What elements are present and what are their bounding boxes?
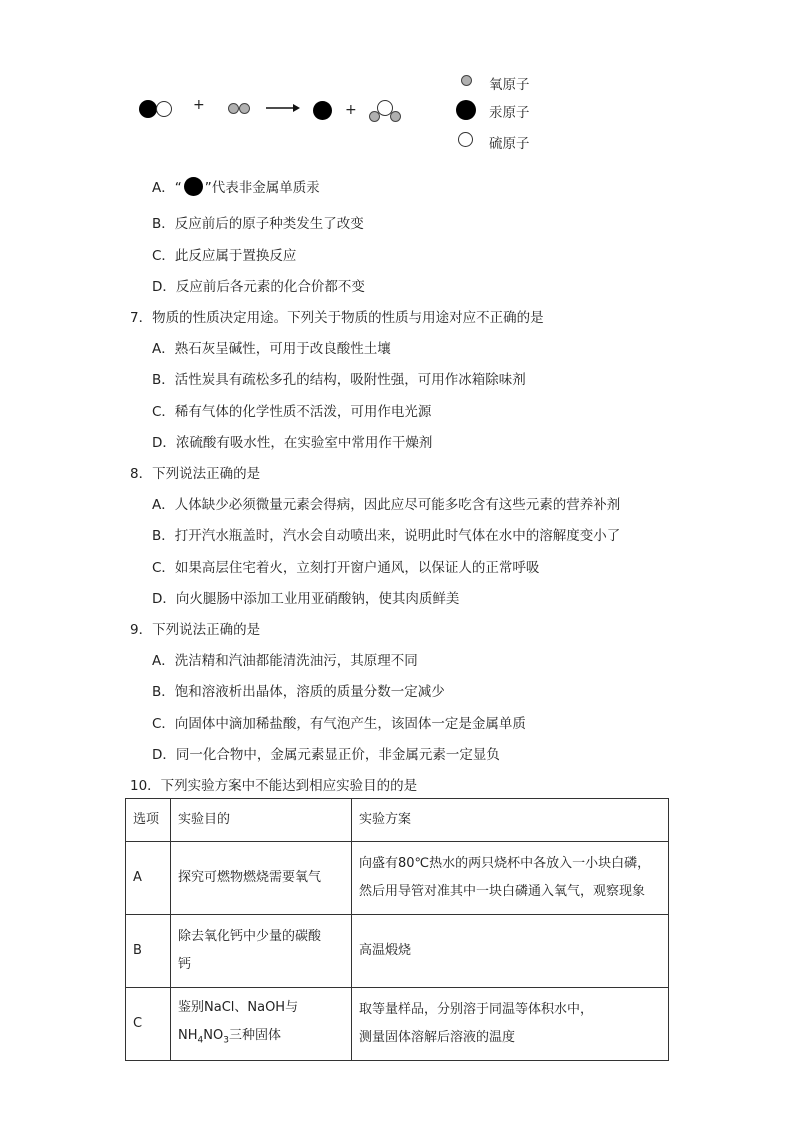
q8-option-b: B．打开汽水瓶盖时，汽水会自动喷出来，说明此时气体在水中的溶解度变小了 xyxy=(152,528,621,544)
q8-option-a: A．人体缺少必须微量元素会得病，因此应尽可能多吃含有这些元素的营养补剂 xyxy=(152,497,621,513)
q6-option-b: B．反应前后的原子种类发生了改变 xyxy=(152,216,364,232)
q6-option-c: C．此反应属于置换反应 xyxy=(152,248,297,264)
row-plan xyxy=(352,842,669,915)
q7-option-a: A．熟石灰呈碱性，可用于改良酸性土壤 xyxy=(152,341,391,357)
oxygen-atom xyxy=(390,111,401,122)
q7-stem: 7．物质的性质决定用途。下列关于物质的性质与用途对应不正确的是 xyxy=(130,310,544,326)
q9-option-d: D．同一化合物中，金属元素显正价，非金属元素一定显负 xyxy=(152,747,500,763)
q8-option-c: C．如果高层住宅着火，立刻打开窗户通风，以保证人的正常呼吸 xyxy=(152,560,540,576)
q8-stem: 8．下列说法正确的是 xyxy=(130,466,261,482)
header-purpose: 实验目的 xyxy=(171,799,352,842)
formula-part: NO xyxy=(203,1027,224,1043)
table-header-row xyxy=(126,799,669,842)
option-text: A．“ xyxy=(152,180,182,196)
row-purpose: 探究可燃物燃烧需要氧气 xyxy=(171,842,352,915)
table-row xyxy=(126,988,669,1061)
q9-option-c: C．向固体中滴加稀盐酸，有气泡产生，该固体一定是金属单质 xyxy=(152,716,526,732)
plan-line: 测量固体溶解后溶液的温度 xyxy=(359,1030,516,1045)
q7-option-d: D．浓硫酸有吸水性，在实验室中常用作干燥剂 xyxy=(152,435,433,451)
q10-stem: 10．下列实验方案中不能达到相应实验目的的是 xyxy=(130,778,418,794)
row-option: C xyxy=(126,988,171,1061)
purpose-line: 钙 xyxy=(178,957,192,972)
option-text: ”代表非金属单质汞 xyxy=(204,180,320,196)
row-plan xyxy=(352,988,669,1061)
experiment-table xyxy=(125,798,669,1061)
formula-part: 三种固体 xyxy=(228,1027,281,1043)
plan-line: 取等量样品，分别溶于同温等体积水中， xyxy=(359,1002,594,1017)
row-option: A xyxy=(126,842,171,915)
q8-option-d: D．向火腿肠中添加工业用亚硝酸钠，使其肉质鲜美 xyxy=(152,591,460,607)
oxygen-atom xyxy=(461,75,472,86)
q6-option-d: D．反应前后各元素的化合价都不变 xyxy=(152,279,365,295)
legend-mercury-label: 汞原子 xyxy=(489,105,530,121)
q6-option-a xyxy=(152,176,320,196)
reaction-arrow-icon xyxy=(266,102,300,114)
table-row xyxy=(126,842,669,915)
mercury-atom xyxy=(456,100,476,120)
q9-option-b: B．饱和溶液析出晶体，溶质的质量分数一定减少 xyxy=(152,684,445,700)
oxygen-atom xyxy=(369,111,380,122)
mercury-atom-inline-icon xyxy=(184,177,203,196)
plan-line: 然后用导管对准其中一块白磷通入氧气，观察现象 xyxy=(359,884,646,899)
row-purpose xyxy=(171,915,352,988)
oxygen-atom xyxy=(228,103,239,114)
header-option: 选项 xyxy=(126,799,171,842)
formula-subscript: 4 xyxy=(197,1035,204,1046)
formula-subscript: 3 xyxy=(223,1035,229,1046)
q7-option-c: C．稀有气体的化学性质不活泼，可用作电光源 xyxy=(152,404,432,420)
sulfur-atom xyxy=(156,101,172,117)
q9-stem: 9．下列说法正确的是 xyxy=(130,622,261,638)
plan-line: 向盛有80℃热水的两只烧杯中各放入一小块白磷， xyxy=(359,856,651,871)
q9-option-a: A．洗洁精和汽油都能清洗油污，其原理不同 xyxy=(152,653,418,669)
row-plan: 高温煅烧 xyxy=(352,915,669,988)
mercury-atom xyxy=(139,100,157,118)
plus-sign: + xyxy=(345,102,357,118)
legend-oxygen-label: 氧原子 xyxy=(489,77,530,93)
mercury-atom xyxy=(313,101,332,120)
header-plan: 实验方案 xyxy=(352,799,669,842)
oxygen-atom xyxy=(239,103,250,114)
formula-part: NH xyxy=(178,1027,198,1043)
row-purpose xyxy=(171,988,352,1061)
plus-sign: + xyxy=(193,97,205,113)
purpose-line: 鉴别NaCl、NaOH与 xyxy=(178,999,299,1015)
purpose-line xyxy=(178,1022,344,1055)
legend-sulfur-label: 硫原子 xyxy=(489,136,530,152)
row-option: B xyxy=(126,915,171,988)
table-row xyxy=(126,915,669,988)
q7-option-b: B．活性炭具有疏松多孔的结构，吸附性强，可用作冰箱除味剂 xyxy=(152,372,526,388)
sulfur-atom xyxy=(458,132,473,147)
purpose-line: 除去氧化钙中少量的碳酸 xyxy=(178,929,322,944)
